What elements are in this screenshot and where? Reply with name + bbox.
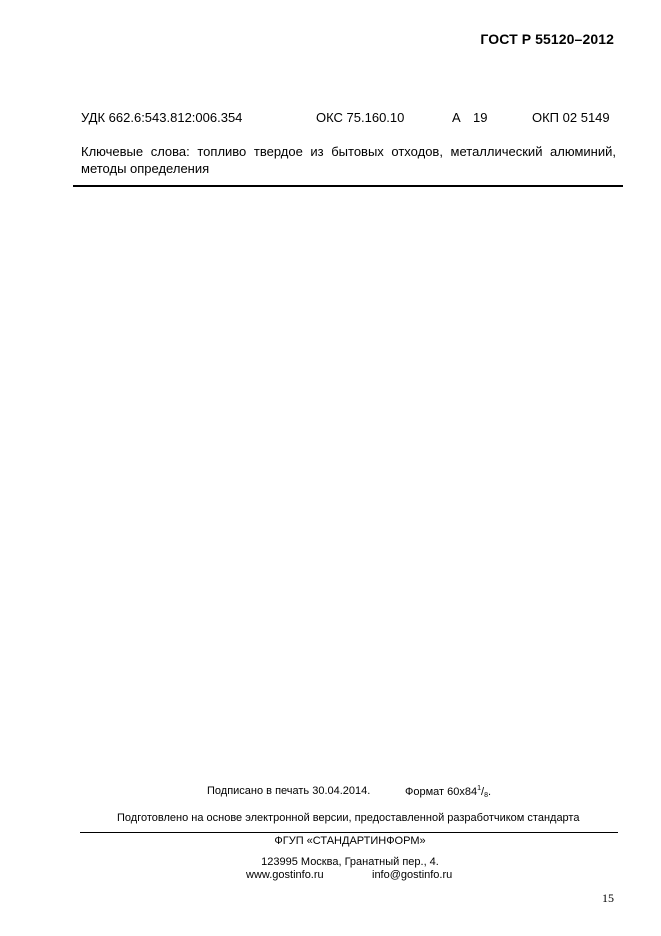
signed-for-print: Подписано в печать 30.04.2014. xyxy=(207,785,371,797)
bottom-divider xyxy=(80,832,618,833)
standard-code-header: ГОСТ Р 55120–2012 xyxy=(480,31,614,47)
publisher-name: ФГУП «СТАНДАРТИНФОРМ» xyxy=(274,835,426,847)
publisher-email: info@gostinfo.ru xyxy=(372,869,453,881)
format-prefix: Формат 60х84 xyxy=(405,786,478,798)
print-format: Формат $60х84^1/_8$. xyxy=(405,785,492,799)
udk-code: УДК 662.6:543.812:006.354 xyxy=(81,110,243,125)
publisher-website: www.gostinfo.ru xyxy=(246,869,324,881)
group-letter: А xyxy=(452,110,461,125)
publisher-address: 123995 Москва, Гранатный пер., 4. xyxy=(261,856,439,868)
oks-code: ОКС 75.160.10 xyxy=(316,110,405,125)
format-suffix: . xyxy=(487,786,492,798)
keywords-paragraph: Ключевые слова: топливо твердое из бытовых отходов, металлический алюминий, методы определения xyxy=(81,144,616,176)
format-numerator: 1 xyxy=(477,785,482,792)
page-number: 15 xyxy=(602,891,614,905)
prepared-note: Подготовлено на основе электронной версии, предоставленной разработчиком стандарта xyxy=(117,812,580,824)
format-denominator: 8 xyxy=(484,792,488,799)
okp-code: ОКП 02 5149 xyxy=(532,110,610,125)
top-divider xyxy=(73,185,623,187)
group-number: 19 xyxy=(473,110,488,125)
